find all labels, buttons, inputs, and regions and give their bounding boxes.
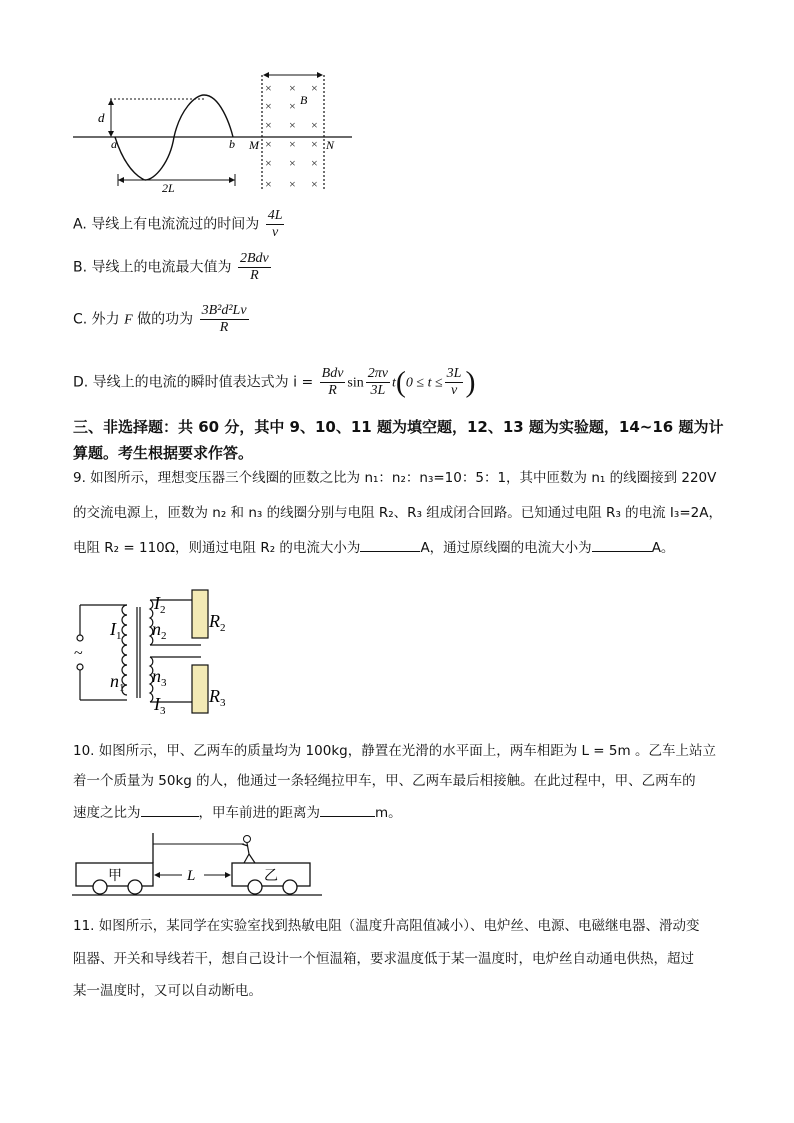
option-d: D. 导线上的电流的瞬时值表达式为 i = $\frac{\text{Bdv}}{R}$ sin $\frac{2\pi v}{3L}$ t(0 ≤ t ≤ $\frac{3L}{v}$ )	[73, 365, 476, 399]
svg-text:×: ×	[311, 177, 318, 191]
resistor-r2	[192, 590, 208, 638]
q9-line-3-b: A，通过原线圈的电流大小为	[420, 540, 592, 556]
svg-text:×: ×	[289, 177, 296, 191]
option-b-fraction: $\frac{\text{2Bdv}}{R}$	[239, 251, 269, 283]
q9-blank-1[interactable]	[360, 537, 420, 552]
cart-jia-wheel-right	[128, 880, 142, 894]
label-N: N	[326, 138, 335, 152]
svg-text:×: ×	[265, 137, 272, 151]
svg-text:×: ×	[311, 137, 318, 151]
section-3-heading-line-2: 算题。考生根据要求作答。	[73, 444, 254, 462]
svg-text:×: ×	[311, 81, 318, 95]
label-a: a	[111, 137, 117, 151]
label-yi: 乙	[264, 869, 278, 884]
q10-line-2: 着一个质量为 50kg 的人，他通过一条轻绳拉甲车，甲、乙两车最后相接触。在此过程中，甲、乙两车的	[73, 773, 696, 789]
q9-line-2: 的交流电源上，匝数为 n₂ 和 n₃ 的线圈分别与电阻 R₂、R₃ 组成闭合回路。已知通过电阻 R₃ 的电流 I₃=2A，	[73, 505, 722, 521]
label-B: B	[300, 93, 308, 107]
svg-text:×: ×	[265, 99, 272, 113]
option-d-text: D. 导线上的电流的瞬时值表达式为 i =	[73, 374, 314, 391]
option-b	[73, 251, 273, 284]
figure-wave-magnetic-field	[70, 70, 360, 195]
svg-text:×: ×	[289, 81, 296, 95]
label-jia: 甲	[108, 869, 122, 884]
svg-text:×: ×	[265, 118, 272, 132]
q11-line-3: 某一温度时，又可以自动断电。	[73, 983, 262, 999]
q10-blank-1[interactable]	[141, 802, 199, 817]
label-2L: 2L	[162, 181, 175, 195]
option-d-sin: sin	[347, 375, 364, 391]
q11-line-1: 11. 如图所示，某同学在实验室找到热敏电阻（温度升高阻值减小）、电炉丝、电源、电磁继电器、滑动变	[73, 918, 700, 934]
cart-yi-wheel-right	[283, 880, 297, 894]
option-c-suffix: 做的功为	[132, 311, 194, 328]
option-c-prefix: C. 外力	[73, 311, 125, 328]
option-c	[73, 303, 251, 336]
q10-line-3-b: ，甲车前进的距离为	[198, 805, 320, 821]
svg-text:×: ×	[289, 99, 296, 113]
label-I1: $I_1$	[110, 619, 122, 642]
option-c-fraction: $\frac{\text{3B²d²Lv}}{R}$	[201, 303, 247, 335]
q11-line-2: 阻器、开关和导线若干，想自己设计一个恒温箱，要求温度低于某一温度时，电炉丝自动通电供热，超过	[73, 951, 694, 967]
svg-text:×: ×	[311, 156, 318, 170]
ac-terminal-bottom	[77, 664, 83, 670]
option-d-fraction-3: $\frac{3L}{v}$	[446, 366, 462, 398]
cart-yi-wheel-left	[248, 880, 262, 894]
option-a-text: A. 导线上有电流流过的时间为	[73, 216, 260, 233]
option-c-force: F	[124, 312, 133, 328]
label-n1: $n_1$	[110, 671, 125, 694]
q10-blank-2[interactable]	[320, 802, 375, 817]
label-R3: $R_3$	[209, 686, 226, 709]
label-R2: $R_2$	[209, 611, 226, 634]
svg-text:×: ×	[265, 81, 272, 95]
field-crosses	[265, 81, 318, 191]
svg-text:×: ×	[289, 137, 296, 151]
q10-line-3-c: m。	[375, 805, 402, 821]
resistor-r3	[192, 665, 208, 713]
option-d-range: 0 ≤ t ≤	[405, 375, 443, 391]
q9-line-3-c: A。	[651, 540, 675, 556]
option-a	[73, 208, 286, 241]
q10-line-1: 10. 如图所示，甲、乙两车的质量均为 100kg，静置在光滑的水平面上，两车相距为 L = 5m 。乙车上站立	[73, 743, 716, 759]
svg-text:×: ×	[289, 156, 296, 170]
label-n2: $n_2$	[152, 619, 167, 642]
option-b-text: B. 导线上的电流最大值为	[73, 259, 232, 276]
option-a-fraction: $\frac{4L}{v}$	[267, 208, 283, 240]
label-d: d	[98, 110, 105, 125]
section-3-heading-line-1: 三、非选择题：共 60 分，其中 9、10、11 题为填空题，12、13 题为实验题，14~16 题为计	[73, 418, 724, 436]
q9-blank-2[interactable]	[592, 537, 652, 552]
option-d-fraction-1: $\frac{\text{Bdv}}{R}$	[321, 366, 344, 398]
svg-text:×: ×	[265, 156, 272, 170]
q10-line-3-a: 速度之比为	[73, 805, 141, 821]
svg-text:×: ×	[289, 118, 296, 132]
figure-transformer	[70, 585, 240, 720]
svg-text:×: ×	[311, 118, 318, 132]
ac-source-symbol: ~	[74, 645, 83, 662]
label-b: b	[229, 137, 235, 151]
person-head	[244, 836, 251, 843]
q10-line-3	[73, 797, 402, 829]
label-I2: $I_2$	[154, 593, 166, 616]
label-n3: $n_3$	[152, 666, 167, 689]
q9-line-3-a: 电阻 R₂ = 110Ω，则通过电阻 R₂ 的电流大小为	[73, 540, 361, 556]
label-L: L	[187, 868, 196, 884]
figure-two-carts	[72, 830, 327, 902]
label-M: M	[249, 138, 259, 152]
ac-terminal-top	[77, 635, 83, 641]
q9-line-1: 9. 如图所示，理想变压器三个线圈的匝数之比为 n₁：n₂：n₃=10：5：1，其中匝数为 n₁ 的线圈接到 220V	[73, 470, 717, 486]
svg-text:×: ×	[265, 177, 272, 191]
label-I3: $I_3$	[154, 694, 166, 717]
cart-jia-wheel-left	[93, 880, 107, 894]
option-d-fraction-2: $\frac{2\pi v}{3L}$	[367, 366, 388, 398]
option-d-t: t	[392, 375, 396, 391]
q9-line-3	[73, 532, 674, 564]
